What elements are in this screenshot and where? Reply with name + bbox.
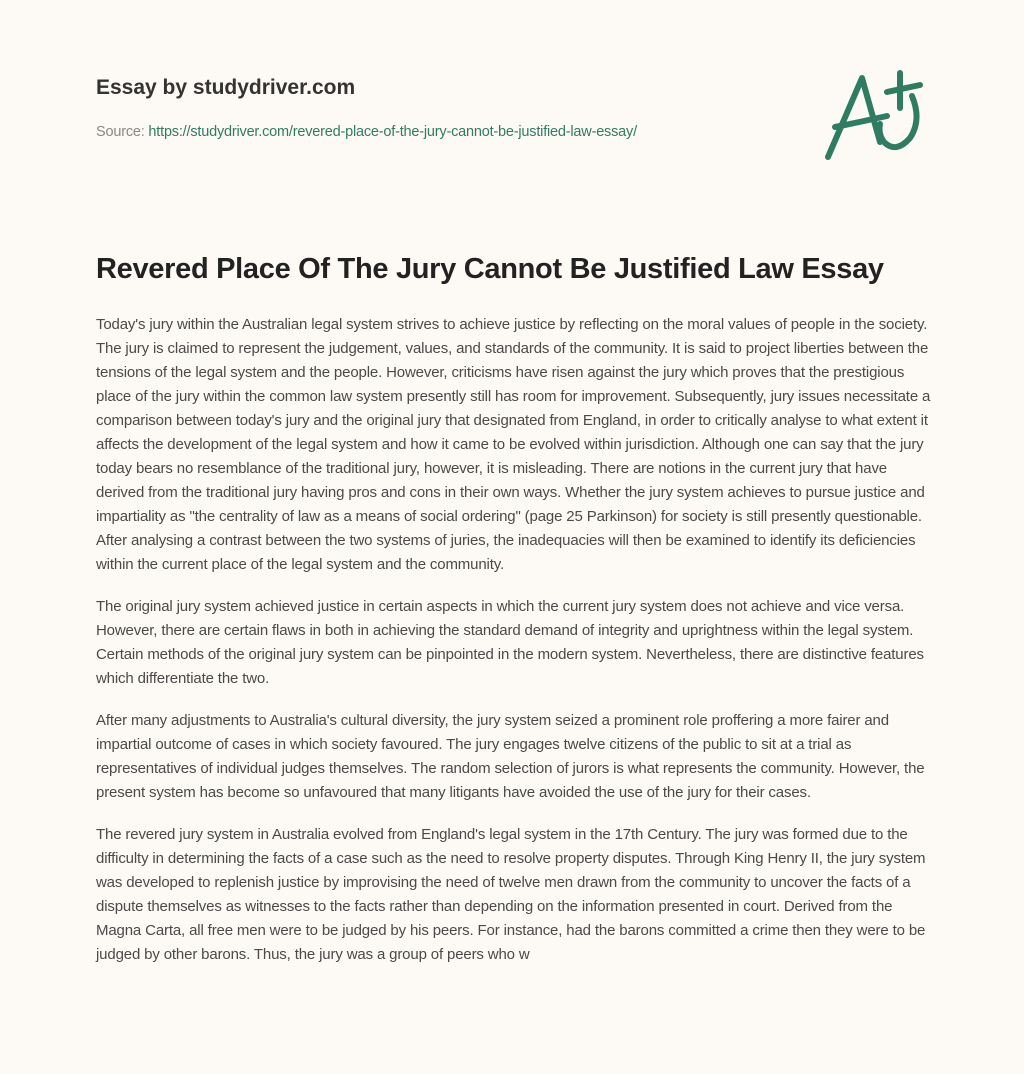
source-line: [96, 124, 637, 140]
paragraph: The original jury system achieved justice in certain aspects in which the current jury system does not achieve and vice versa. However, there are certain flaws in both in achieving the standard demand of integrity and uprightness within the legal system. Certain methods of the original jury system can be pinpointed in the modern system. Nevertheless, there are distinctive features which differentiate the two.: [96, 598, 924, 687]
paragraph: Today's jury within the Australian legal system strives to achieve justice by reflecting on the moral values of people in the society. The jury is claimed to represent the judgement, values, and standards of the community. It is said to project liberties between the tensions of the legal system and the people. However, criticisms have risen against the jury which proves that the prestigious place of the jury within the common law system presently still has room for improvement. Subsequently, jury issues necessitate a comparison between today's jury and the original jury that designated from England, in order to critically analyse to what extent it affects the development of the legal system and how it came to be evolved within jurisdiction. Although one can say that the jury today bears no resemblance of the traditional jury, however, it is misleading. There are notions in the current jury that have derived from the traditional jury having pros and cons in their own ways. Whether the jury system achieves to pursue justice and impartiality as "the centrality of law as a means of social ordering" (page 25 Parkinson) for society is still presently questionable. After analysing a contrast between the two systems of juries, the inadequacies will then be examined to identify its deficiencies within the current place of the legal system and the community.: [96, 316, 931, 573]
a-plus-logo-icon: [800, 30, 950, 180]
paragraph: The revered jury system in Australia evolved from England's legal system in the 17th Century. The jury was formed due to the difficulty in determining the facts of a case such as the need to resolve property disputes. Through King Henry II, the jury system was developed to replenish justice by improvising the need of twelve men drawn from the community to uncover the facts of a dispute themselves as witnesses to the facts rather than depending on the information presented in court. Derived from the Magna Carta, all free men were to be judged by his peers. For instance, had the barons committed a crime then they were to be judged by other barons. Thus, the jury was a group of peers who w: [96, 826, 926, 963]
page-title: Revered Place Of The Jury Cannot Be Justified Law Essay: [96, 253, 884, 285]
essay-body: [96, 313, 932, 985]
source-link[interactable]: https://studydriver.com/revered-place-of-the-jury-cannot-be-justified-law-essay/: [148, 124, 637, 140]
source-label: Source:: [96, 124, 145, 140]
site-brand: Essay by studydriver.com: [96, 76, 356, 99]
paragraph: After many adjustments to Australia's cultural diversity, the jury system seized a prominent role proffering a more fairer and impartial outcome of cases in which society favoured. The jury engages twelve citizens of the public to sit at a trial as representatives of individual judges themselves. The random selection of jurors is what represents the community. However, the present system has become so unfavoured that many litigants have avoided the use of the jury for their cases.: [96, 712, 925, 801]
